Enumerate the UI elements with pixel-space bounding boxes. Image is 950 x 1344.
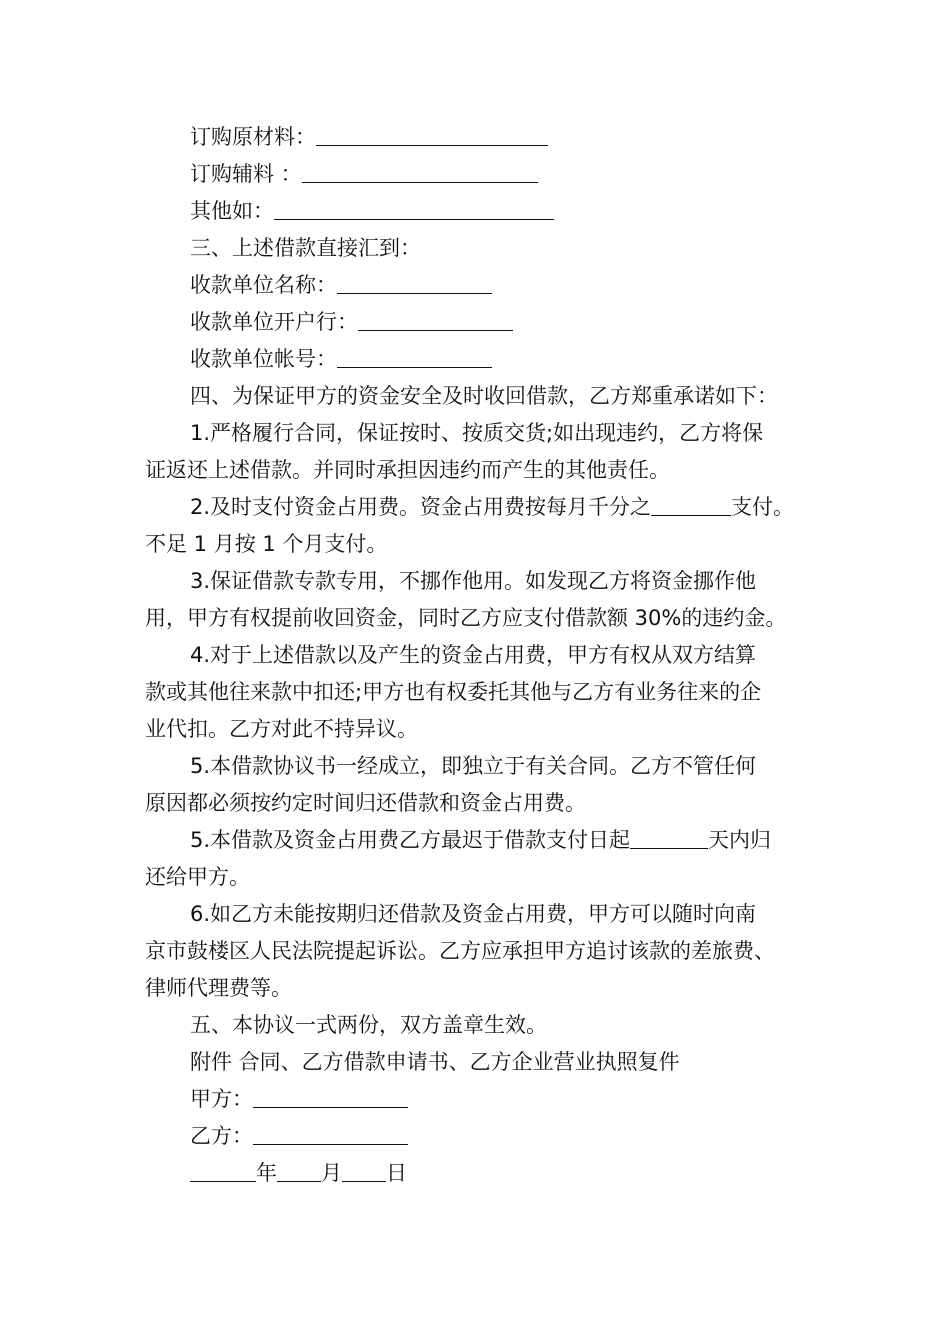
- date-line: [190, 1158, 950, 1188]
- clause-4-line-2: 款或其他往来款中扣还;甲方也有权委托其他与乙方有业务往来的企: [145, 680, 762, 704]
- label-party-b: 乙方：: [190, 1124, 253, 1148]
- label-payee-name: 收款单位名称：: [190, 273, 337, 297]
- clause-4-line-3: 业代扣。乙方对此不持异议。: [145, 717, 418, 741]
- clause-6-line-1: 6.如乙方未能按期归还借款及资金占用费，甲方可以随时向南: [190, 902, 757, 926]
- label-auxiliary: 订购辅料 ：: [190, 162, 302, 186]
- line-raw-materials: [190, 122, 950, 152]
- label-year: 年: [256, 1161, 277, 1185]
- clause-5-line-1: 5.本借款协议书一经成立，即独立于有关合同。乙方不管任何: [190, 754, 757, 778]
- blank-payee-bank: [358, 308, 513, 331]
- blank-raw-materials: [316, 123, 548, 146]
- party-b-signature-line: [190, 1121, 950, 1151]
- line-payee-account: [190, 344, 950, 374]
- blank-party-b: [253, 1122, 408, 1145]
- blank-rate: [651, 493, 731, 516]
- label-payee-bank: 收款单位开户行：: [190, 310, 358, 334]
- label-party-a: 甲方：: [190, 1087, 253, 1111]
- label-payee-account: 收款单位帐号：: [190, 347, 337, 371]
- line-payee-name: [190, 270, 950, 300]
- attachments-line: 附件 合同、乙方借款申请书、乙方企业营业执照复件: [190, 1050, 680, 1074]
- label-raw-materials: 订购原材料：: [190, 125, 316, 149]
- section-three-heading: 三、上述借款直接汇到：: [190, 236, 421, 260]
- clause-1-line-2: 证返还上述借款。并同时承担因违约而产生的其他责任。: [145, 458, 670, 482]
- clause-5b-line-2: 还给甲方。: [145, 865, 250, 889]
- clause-2-text-a: 2.及时支付资金占用费。资金占用费按每月千分之: [190, 495, 652, 519]
- party-a-signature-line: [190, 1084, 950, 1114]
- line-auxiliary: [190, 159, 950, 189]
- clause-5b-text-a: 5.本借款及资金占用费乙方最迟于借款支付日起: [190, 828, 631, 852]
- clause-5-line-2: 原因都必须按约定时间归还借款和资金占用费。: [145, 791, 586, 815]
- blank-auxiliary: [302, 160, 538, 183]
- blank-days: [630, 826, 708, 849]
- section-four-heading: 四、为保证甲方的资金安全及时收回借款，乙方郑重承诺如下：: [190, 384, 778, 408]
- blank-other: [274, 197, 554, 220]
- clause-1-line-1: 1.严格履行合同，保证按时、按质交货;如出现违约，乙方将保: [190, 421, 764, 445]
- label-month: 月: [321, 1161, 342, 1185]
- clause-2-line-1: [190, 492, 950, 522]
- clause-4-line-1: 4.对于上述借款以及产生的资金占用费，甲方有权从双方结算: [190, 643, 757, 667]
- blank-payee-account: [337, 345, 492, 368]
- label-other: 其他如：: [190, 199, 274, 223]
- clause-6-line-2: 京市鼓楼区人民法院提起诉讼。乙方应承担甲方追讨该款的差旅费、: [145, 939, 775, 963]
- line-payee-bank: [190, 307, 950, 337]
- clause-6-line-3: 律师代理费等。: [145, 976, 292, 1000]
- clause-3-line-2: 用，甲方有权提前收回资金，同时乙方应支付借款额 30%的违约金。: [145, 606, 787, 630]
- section-five-heading: 五、本协议一式两份，双方盖章生效。: [190, 1013, 547, 1037]
- label-day: 日: [386, 1161, 407, 1185]
- blank-year: [190, 1159, 256, 1182]
- clause-5b-line-1: [190, 825, 950, 855]
- clause-2-line-2: 不足 1 月按 1 个月支付。: [145, 532, 388, 556]
- clause-3-line-1: 3.保证借款专款专用，不挪作他用。如发现乙方将资金挪作他: [190, 569, 757, 593]
- line-other: [190, 196, 950, 226]
- blank-day: [342, 1159, 386, 1182]
- clause-2-text-b: 支付。: [731, 495, 795, 519]
- blank-payee-name: [337, 271, 492, 294]
- blank-month: [277, 1159, 321, 1182]
- clause-5b-text-b: 天内归: [708, 828, 772, 852]
- blank-party-a: [253, 1085, 408, 1108]
